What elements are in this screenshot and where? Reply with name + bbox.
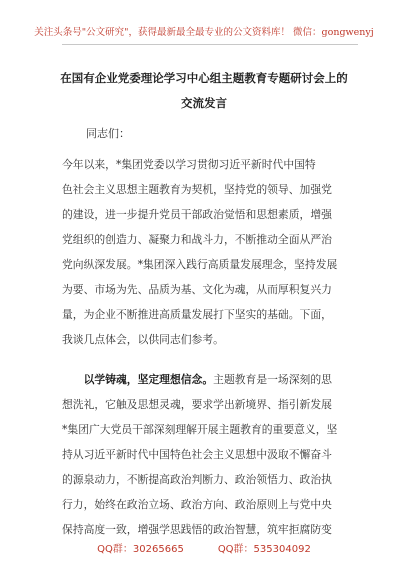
body-line: 的建设，进一步提升党员干部政治觉悟和思想素质，增强 [62,208,332,221]
body-line: 党组织的创造力、凝聚力和战斗力，不断推动全面从严治 [62,233,332,246]
body-line: 行力，始终在政治立场、政治方向、政治原则上与党中央 [62,498,332,511]
body-line: 为要、市场为先、品质为基、文化为魂，从而厚积复兴力 [62,283,332,296]
header-divider [62,44,358,45]
footer-contacts [0,540,408,555]
footer-qq-group-2: QQ群：535304092 [217,544,311,555]
body-line: 的源泉动力，不断提高政治判断力、政治领悟力、政治执 [62,473,332,486]
body-line: *集团广大党员干部深刻理解开展主题教育的重要意义，坚 [62,423,338,436]
section-heading-line [62,372,332,387]
body-line: 想洗礼，它触及思想灵魂，要求学出新境界、指引新发展 [62,398,332,411]
section-heading: 以学铸魂，坚定理想信念。 [83,373,214,386]
body-line: 我谈几点体会，以供同志们参考。 [62,333,224,346]
body-line: 持从习近平新时代中国特色社会主义思想中汲取不懈奋斗 [62,448,332,461]
document-title-line-1: 在国有企业党委理论学习中心组主题教育专题研讨会上的 [60,71,348,85]
body-line: 党向纵深发展。*集团深入践行高质量发展理念，坚持发展 [62,258,338,271]
section-heading-rest: 主题教育是一场深刻的思 [213,373,332,386]
footer-qq-group-1: QQ群：30265665 [97,544,184,555]
salutation: 同志们： [86,127,130,140]
body-line: 保持高度一致，增强学思践悟的政治智慧，筑牢拒腐防变 [62,523,332,536]
body-line: 今年以来，*集团党委以学习贯彻习近平新时代中国特 [62,158,316,171]
document-title-line-2: 交流发言 [181,96,227,110]
body-line: 色社会主义思想主题教育为契机，坚持党的领导、加强党 [62,183,332,196]
header-banner: 关注头条号"公文研究"，获得最新最全最专业的公文资料库！ 微信：gongwenyj [34,27,374,38]
body-line: 量，为企业不断推进高质量发展打下坚实的基础。下面， [62,308,332,321]
